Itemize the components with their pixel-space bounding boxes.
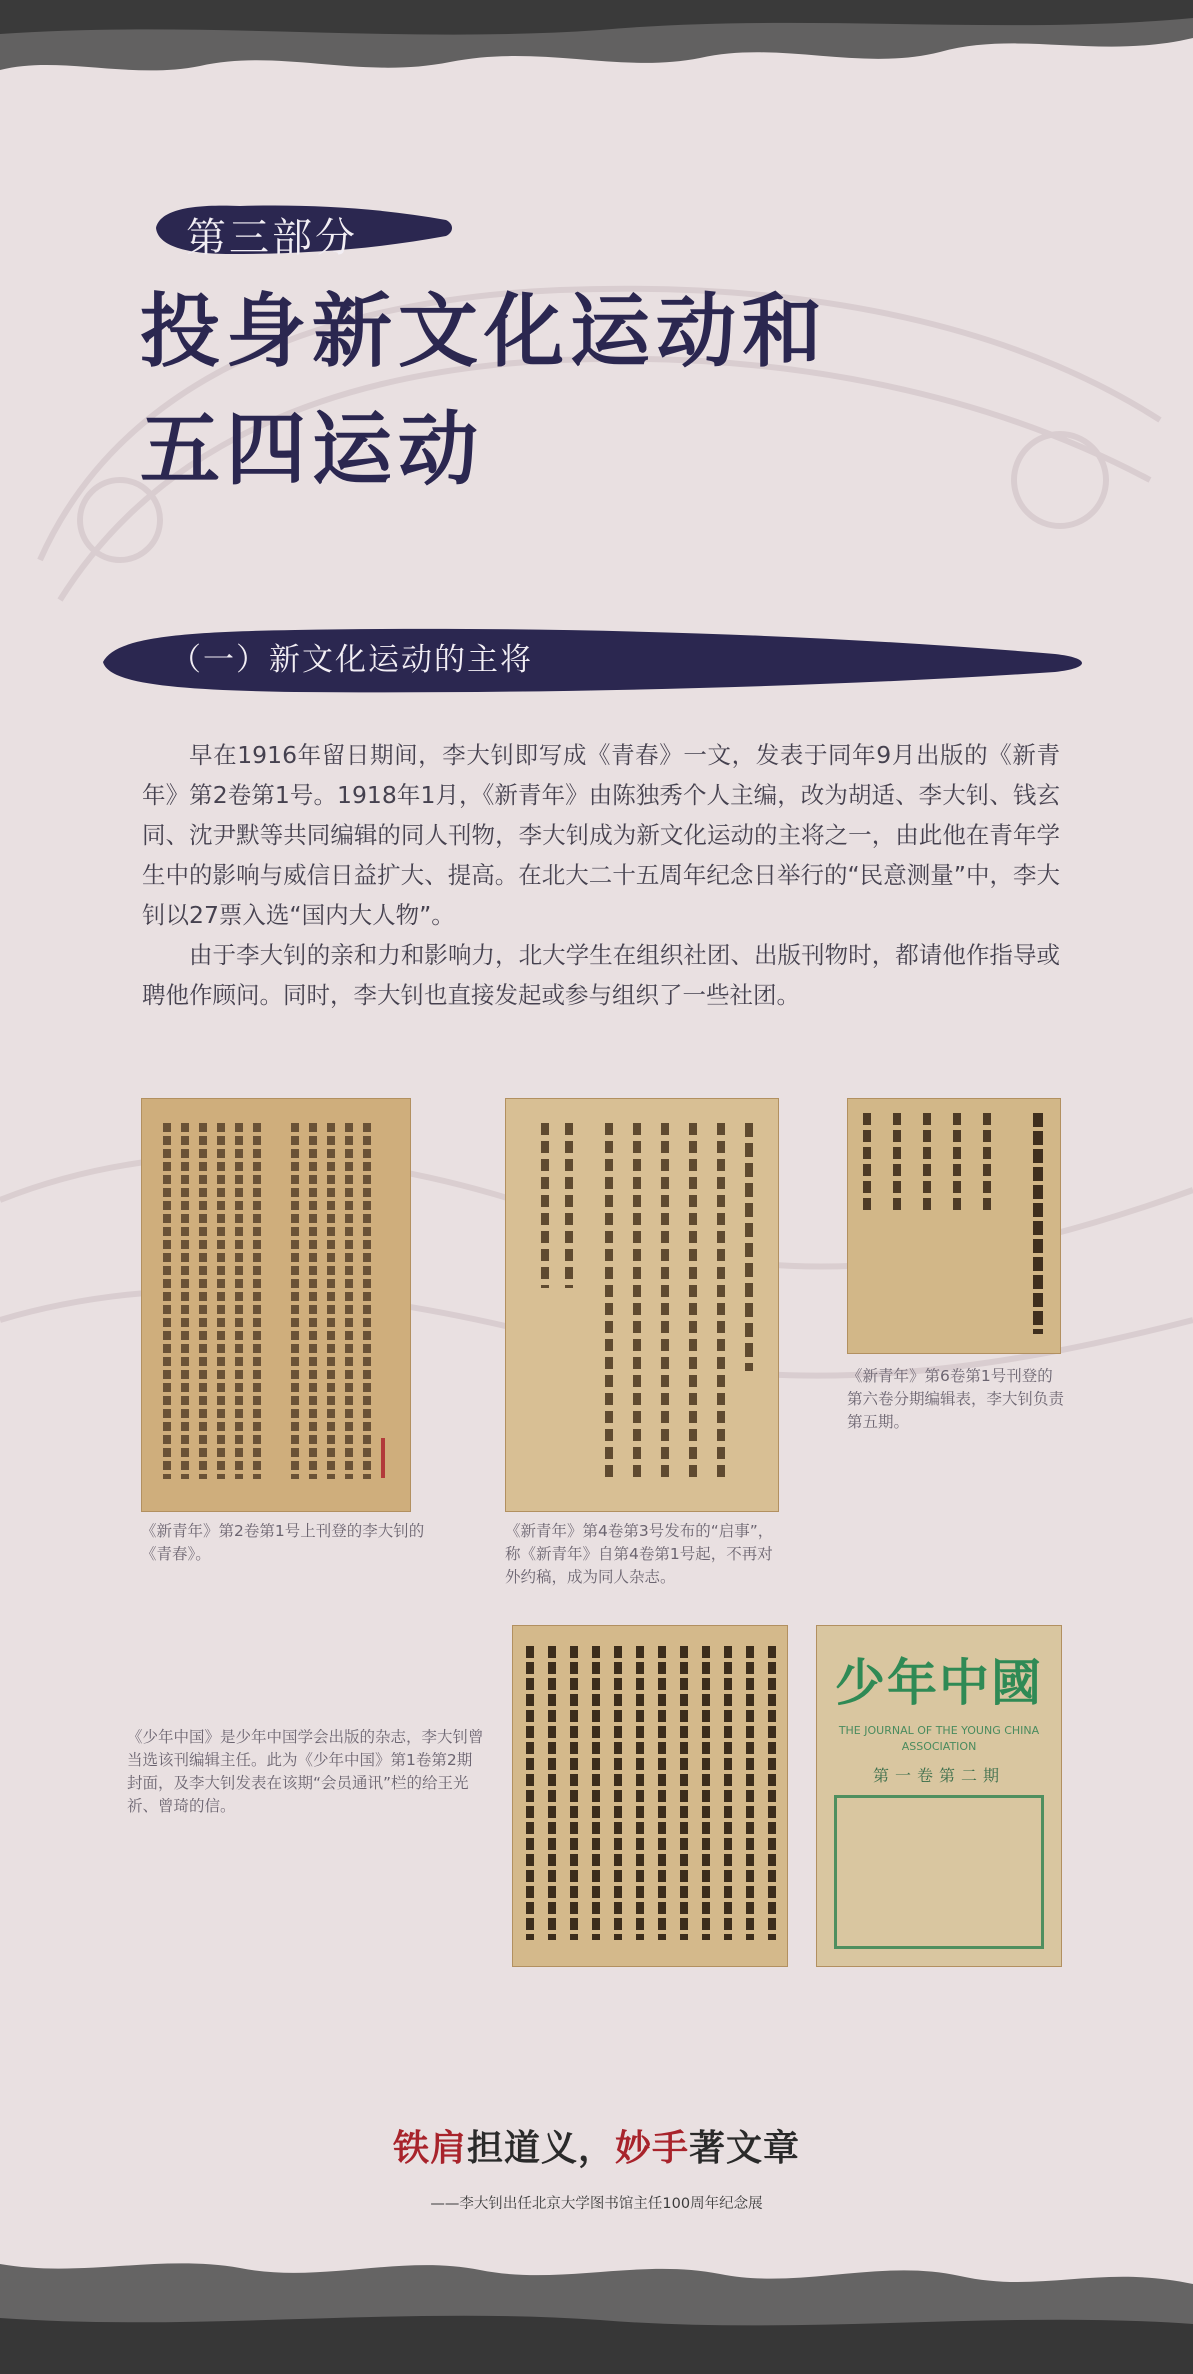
- intro-text: [142, 735, 1060, 1015]
- section-heading: （一）新文化运动的主将: [170, 642, 533, 678]
- part-label: 第三部分: [186, 215, 358, 261]
- cover-english-line-1: THE JOURNAL OF THE YOUNG CHINA: [838, 1724, 1040, 1737]
- exhibition-logo: [0, 2120, 1193, 2171]
- cover-frame: [834, 1795, 1044, 1949]
- journal-cover-image: [816, 1625, 1062, 1967]
- cover-issue: 第一卷第二期: [872, 1766, 1005, 1785]
- shaonian-caption: 《少年中国》是少年中国学会出版的杂志，李大钊曾当选该刊编辑主任。此为《少年中国》第1卷第2期封面，及李大钊发表在该期“会员通讯”栏的给王光祈、曾琦的信。: [127, 1728, 484, 1815]
- paragraph-2: 由于李大钊的亲和力和影响力，北大学生在组织社团、出版刊物时，都请他作指导或聘他作顾问。同时，李大钊也直接发起或参与组织了一些社团。: [142, 941, 1060, 1009]
- logo-part-3: 妙手: [615, 2127, 690, 2169]
- cover-english-title: [816, 1723, 1062, 1755]
- qishi-page-image: [505, 1098, 779, 1512]
- logo-part-2: 担道义，: [466, 2127, 615, 2169]
- title-line-1: 投身新文化运动和: [140, 284, 828, 378]
- qingchun-page-image: [141, 1098, 411, 1512]
- cover-english-line-2: ASSOCIATION: [901, 1740, 977, 1753]
- qingchun-caption: 《新青年》第2卷第1号上刊登的李大钊的《青春》。: [141, 1522, 425, 1563]
- cover-title: 少年中國: [835, 1653, 1043, 1712]
- exhibition-subtitle: ——李大钊出任北京大学图书馆主任100周年纪念展: [430, 2196, 763, 2212]
- logo-part-4: 著文章: [689, 2127, 801, 2169]
- letter-page-image: [512, 1625, 788, 1967]
- editor-table-image: [847, 1098, 1061, 1354]
- title-line-2: 五四运动: [140, 402, 484, 496]
- paragraph-1: 早在1916年留日期间，李大钊即写成《青春》一文，发表于同年9月出版的《新青年》第2卷第1号。1918年1月，《新青年》由陈独秀个人主编，改为胡适、李大钊、钱玄同、沈尹默等共同编辑的同人刊物，李大钊成为新文化运动的主将之一，由此他在青年学生中的影响与威信日益扩大、提高。在北大二十五周年纪念日举行的“民意测量”中，李大钊以27票入选“国内大人物”。: [142, 741, 1060, 929]
- qishi-caption: 《新青年》第4卷第3号发布的“启事”，称《新青年》自第4卷第1号起，不再对外约稿，成为同人杂志。: [505, 1522, 774, 1586]
- page-title: [140, 272, 940, 508]
- editor-table-caption: 《新青年》第6卷第1号刊登的第六卷分期编辑表，李大钊负责第五期。: [847, 1367, 1065, 1431]
- logo-part-1: 铁肩: [392, 2127, 467, 2169]
